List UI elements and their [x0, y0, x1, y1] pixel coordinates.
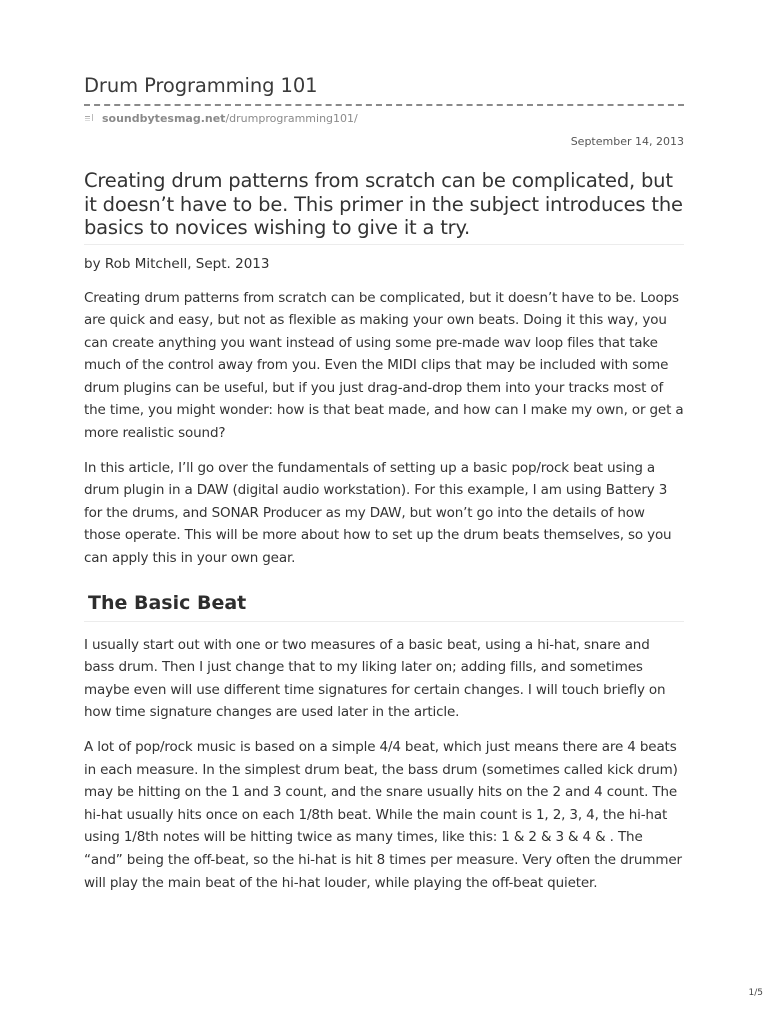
intro-paragraph-2: In this article, I’ll go over the fundamentals of setting up a basic pop/rock beat using a drum plugin in a DAW (digital audio workstation). For this example, I am using Battery 3 for the drums, and SONAR Producer as my DAW, but won’t go into the details of how those operate. This will be more about how to set up the drum beats themselves, so you can apply this in your own gear.	[84, 459, 672, 567]
page-number: 1/5	[748, 988, 763, 998]
article-byline: by Rob Mitchell, Sept. 2013	[84, 255, 270, 272]
site-favicon-icon	[84, 113, 96, 123]
intro-paragraph-1: Creating drum patterns from scratch can be complicated, but it doesn’t have to be. Loops are quick and easy, but not as flexible as making your own beats. Doing it this way, you can create anything you want instead of using some pre-made wav loop files that take much of the control away from you. Even the MIDI clips that may be included with some drum plugins can be useful, but if you just drag-and-drop them into your tracks most of the time, you might wonder: how is that beat made, and how can I make my own, or get a more realistic sound?	[84, 289, 684, 442]
source-path[interactable]: /drumprogramming101/	[225, 111, 358, 125]
section-paragraph-1: I usually start out with one or two measures of a basic beat, using a hi-hat, snare and bass drum. Then I just change that to my liking later on; adding fills, and sometimes maybe even will use different time signatures for certain changes. I will touch briefly on how time signature changes are used later in the article.	[84, 636, 666, 721]
article-lede: Creating drum patterns from scratch can be complicated, but it doesn’t have to be. This primer in the subject introduces the basics to novices wishing to give it a try.	[84, 169, 684, 245]
article-page	[84, 70, 684, 894]
source-link[interactable]	[84, 111, 684, 125]
title-divider	[84, 104, 684, 106]
source-domain[interactable]: soundbytesmag.net	[102, 111, 226, 125]
section-paragraph-2: A lot of pop/rock music is based on a simple 4/4 beat, which just means there are 4 beats in each measure. In the simplest drum beat, the bass drum (sometimes called kick drum) may be hitting on the 1 and 3 count, and the snare usually hits on the 2 and 4 count. The hi-hat usually hits once on each 1/8th beat. While the main count is 1, 2, 3, 4, the hi-hat using 1/8th notes will be hitting twice as many times, like this: 1 & 2 & 3 & 4 & . The “and” being the off-beat, so the hi-hat is hit 8 times per measure. Very often the drummer will play the main beat of the hi-hat louder, while playing the off-beat quieter.	[84, 739, 682, 891]
publish-date: September 14, 2013	[570, 135, 684, 148]
section-heading: The Basic Beat	[84, 589, 684, 622]
page-title: Drum Programming 101	[84, 74, 318, 97]
